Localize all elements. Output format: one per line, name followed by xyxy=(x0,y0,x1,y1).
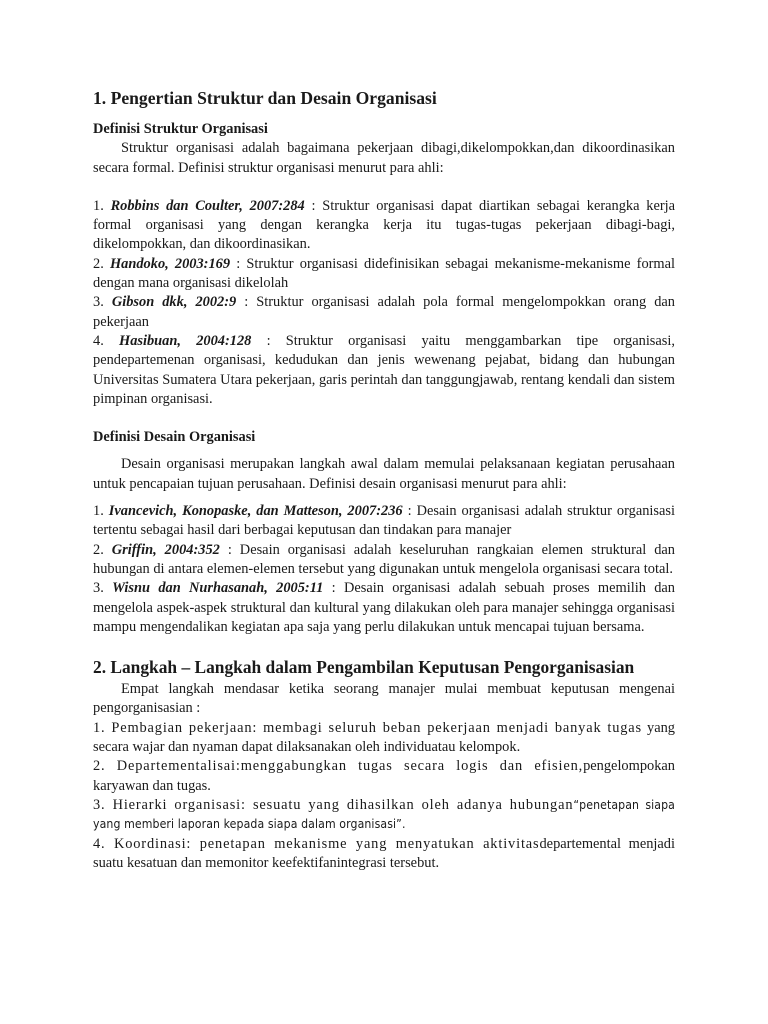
desain-intro: Desain organisasi merupakan langkah awal dalam memulai pelaksanaan kegiatan perusahaan untuk pencapaian tujuan perusahaan. Definisi desain organisasi menurut para ahli: xyxy=(93,456,675,492)
step-2 xyxy=(93,757,675,796)
step-text-cont: yang secara wajar dan nyaman dapat dilaksanakan oleh individuatau kelompok. xyxy=(93,719,676,756)
struktur-intro: Struktur organisasi adalah bagaimana pekerjaan dibagi,dikelompokkan,dan dikoordinasikan secara formal. Definisi struktur organisasi menurut para ahli: xyxy=(93,140,675,176)
def-text: : Desain organisasi adalah sebuah proses memilih dan mengelola aspek-aspek struktural dan kultural yang dilakukan oleh para manajer sehingga organisasi mampu mengendalikan kegiatan apa saja yang perlu dilakukan untuk mencapai tujuan bersama. xyxy=(93,580,676,635)
desain-heading: Definisi Desain Organisasi xyxy=(93,429,256,446)
step-text-cont: pengelompokan karyawan dan tugas. xyxy=(93,758,675,794)
step-text-cont: departemental menjadi suatu kesatuan dan memonitor keefektifanintegrasi tersebut. xyxy=(93,835,675,871)
def-reference: Hasibuan, 2004:128 xyxy=(119,332,252,349)
section-2-intro: Empat langkah mendasar ketika seorang manajer mulai membuat keputusan mengenai pengorganisasian : xyxy=(93,681,675,717)
def-reference: Robbins dan Coulter, 2007:284 xyxy=(110,197,305,214)
section-2-title: 2. Langkah – Langkah dalam Pengambilan Keputusan Pengorganisasian xyxy=(93,657,635,678)
desain-def-3 xyxy=(93,579,675,637)
def-reference: Griffin, 2004:352 xyxy=(111,541,220,558)
def-number: 3. xyxy=(93,294,112,311)
def-number: 1. xyxy=(93,197,111,214)
spacer xyxy=(93,409,675,428)
def-text: : Desain organisasi adalah struktur organisasi tertentu sebagai hasil dari berbagai keputusan dan tindakan para manajer xyxy=(93,503,676,539)
def-reference: Wisnu dan Nurhasanah, 2005:11 xyxy=(112,580,324,597)
step-text: 2. Departementalisai:menggabungkan tugas secara logis dan efisien, xyxy=(93,758,584,775)
spacer xyxy=(93,447,675,455)
def-number: 2. xyxy=(93,541,112,558)
step-text: 1. Pembagian pekerjaan: membagi seluruh beban pekerjaan menjadi banyak tugas xyxy=(93,719,642,736)
step-text: 3. Hierarki organisasi: sesuatu yang dihasilkan oleh adanya hubungan xyxy=(93,796,574,813)
def-text: : Desain organisasi adalah keseluruhan rangkaian elemen struktural dan hubungan di antara elemen-elemen tersebut yang digunakan untuk mengelola organisasi secara total. xyxy=(93,541,676,577)
spacer xyxy=(93,494,675,502)
struktur-def-2 xyxy=(93,255,675,294)
step-4 xyxy=(93,835,675,874)
struktur-def-3 xyxy=(93,293,675,332)
step-text: 4. Koordinasi: penetapan mekanisme yang menyatukan aktivitas xyxy=(93,835,540,852)
desain-def-1 xyxy=(93,502,675,541)
def-text: : Struktur organisasi yaitu menggambarkan tipe organisasi, pendepartemenan organisasi, kedudukan dan jenis wewenang pejabat, bidang dan hubungan Universitas Sumatera Utara pekerjaan, garis perintah dan tanggungjawab, rentang kendali dan sistem pimpinan organisasi. xyxy=(93,332,675,407)
struktur-heading: Definisi Struktur Organisasi xyxy=(93,121,268,137)
def-number: 1. xyxy=(93,503,109,520)
def-text: : Struktur organisasi dapat diartikan sebagai kerangka kerja formal organisasi yang dengan kerangka kerja itu tugas-tugas pekerjaan dibagi-bagi, dikelompokkan, dan dikoordinasikan. xyxy=(93,197,676,253)
step-1 xyxy=(93,719,675,758)
desain-def-2 xyxy=(93,541,675,580)
spacer xyxy=(93,637,675,656)
def-number: 4. xyxy=(93,332,119,349)
document-content xyxy=(93,87,675,873)
step-text-cont: “penetapan siapa yang memberi laporan kepada siapa dalam organisasi”. xyxy=(93,797,675,832)
struktur-def-4 xyxy=(93,332,675,409)
def-reference: Ivancevich, Konopaske, dan Matteson, 2007:236 xyxy=(108,503,403,520)
def-reference: Handoko, 2003:169 xyxy=(109,255,231,272)
section-1-title: 1. Pengertian Struktur dan Desain Organisasi xyxy=(93,88,437,108)
struktur-def-1 xyxy=(93,197,675,255)
spacer xyxy=(93,178,675,197)
def-reference: Gibson dkk, 2002:9 xyxy=(111,294,237,311)
def-text: : Struktur organisasi didefinisikan sebagai mekanisme-mekanisme formal dengan mana organisasi dikelolah xyxy=(93,255,676,292)
def-number: 3. xyxy=(93,580,113,597)
def-number: 2. xyxy=(93,255,110,272)
step-3 xyxy=(93,796,675,835)
def-text: : Struktur organisasi adalah pola formal mengelompokkan orang dan pekerjaan xyxy=(93,294,676,330)
